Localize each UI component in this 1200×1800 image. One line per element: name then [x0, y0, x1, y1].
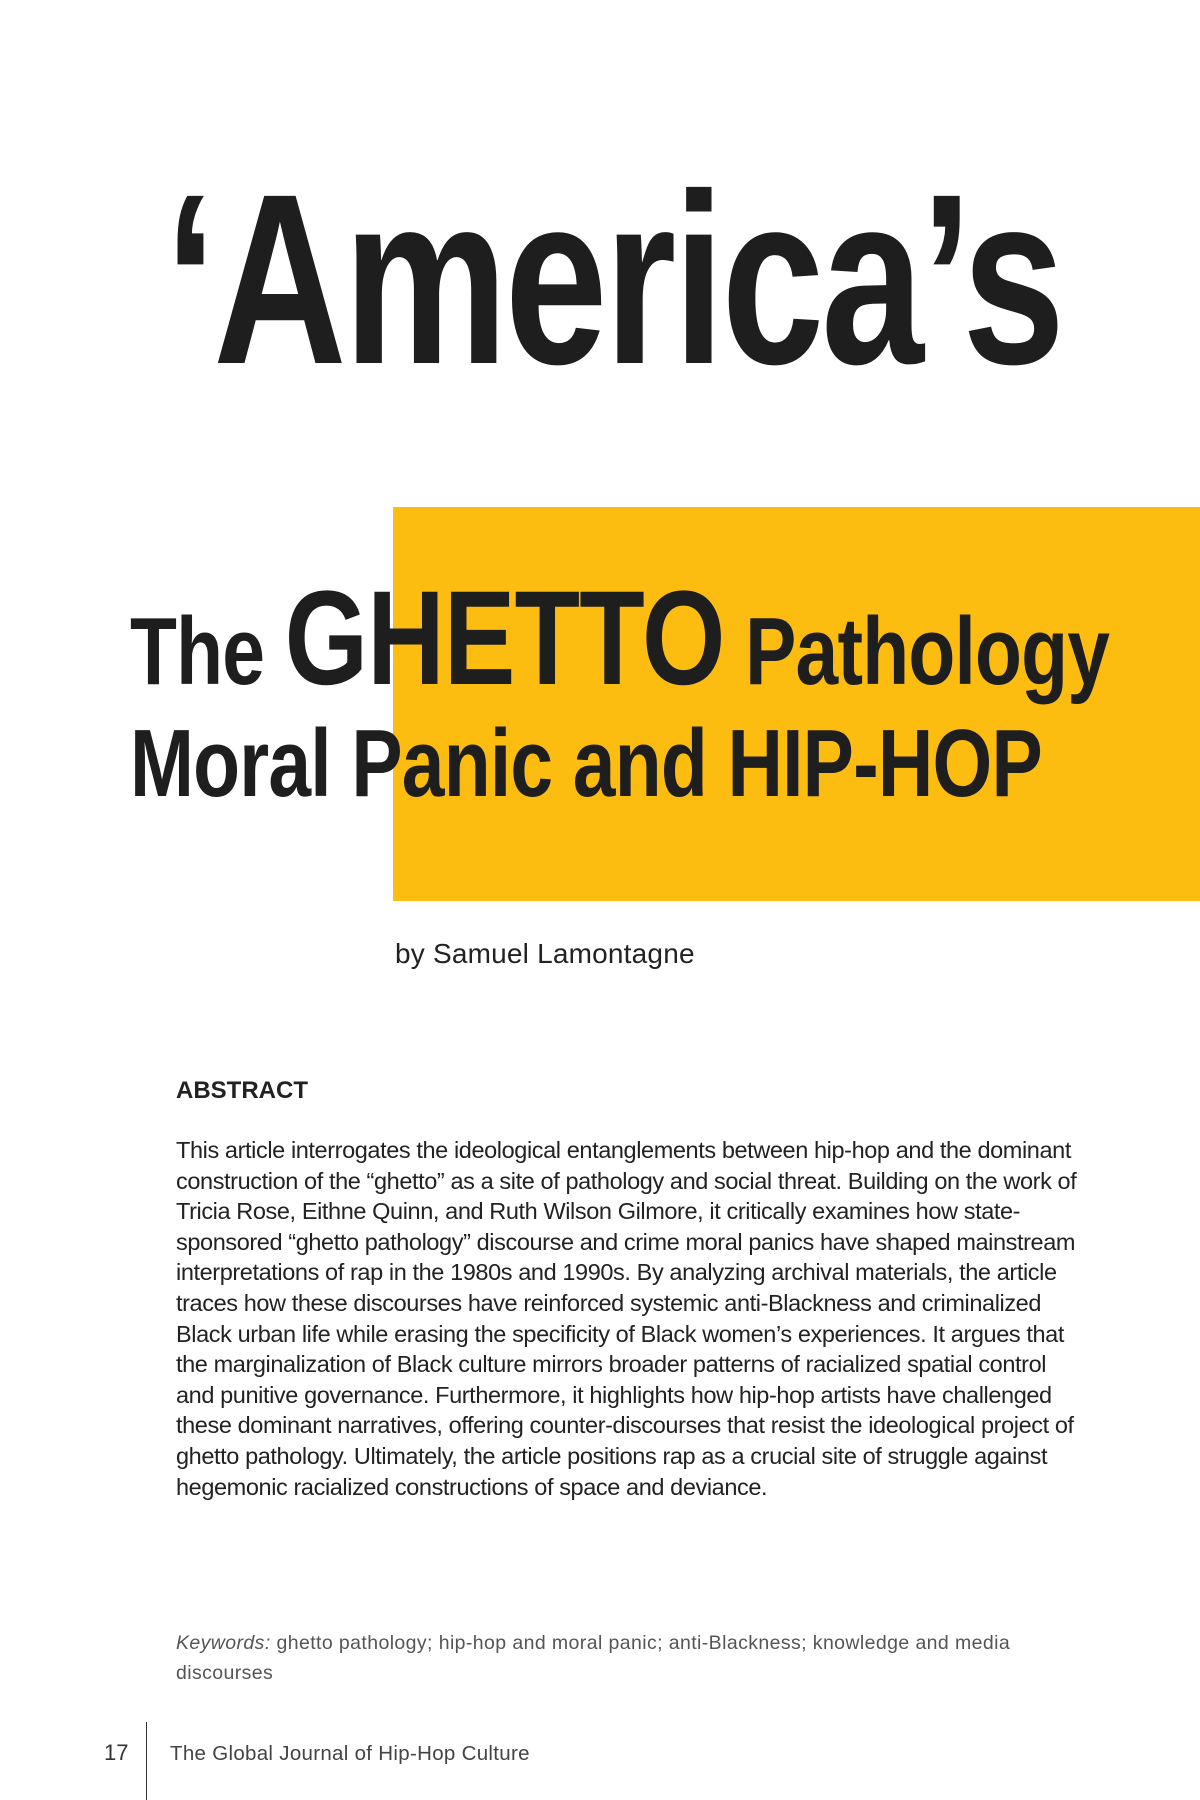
- subtitle-pathology: Pathology: [724, 598, 1110, 705]
- abstract-body: This article interrogates the ideological entanglements between hip-hop and the dominant construction of the “ghetto” as a site of pathology and social threat. Building on the work of Tricia Rose, Eithne Quinn, and Ruth Wilson Gilmore, it critically examines how state-sponsored “ghetto pathology” discourse and crime moral panics have shaped mainstream interpretations of rap in the 1980s and 1990s. By analyzing archival materials, the article traces how these discourses have reinforced systemic anti-Blackness and criminalized Black urban life while erasing the specificity of Black women’s experiences. It argues that the marginalization of Black culture mirrors broader patterns of racialized spatial control and punitive governance. Furthermore, it highlights how hip-hop artists have challenged these dominant narratives, offering counter-discourses that resist the ideological project of ghetto pathology. Ultimately, the article positions rap as a crucial site of struggle against hegemonic racialized constructions of space and deviance.: [176, 1137, 1077, 1500]
- keywords: [176, 1628, 1106, 1688]
- keywords-label: Keywords:: [176, 1632, 271, 1654]
- author-byline: by Samuel Lamontagne: [395, 938, 695, 969]
- keywords-list: ghetto pathology; hip-hop and moral panic; anti-Blackness; knowledge and media discourses: [176, 1632, 1011, 1684]
- article-subtitle: [130, 564, 1110, 820]
- subtitle-the: The: [130, 598, 285, 705]
- article-title: ‘America’s: [165, 144, 1062, 415]
- subtitle-line-1: [130, 564, 1110, 713]
- footer-divider: [146, 1722, 147, 1800]
- journal-name: The Global Journal of Hip-Hop Culture: [170, 1742, 530, 1765]
- abstract-heading: ABSTRACT: [176, 1077, 308, 1104]
- subtitle-line-2: Moral Panic and HIP-HOP: [130, 710, 1042, 817]
- subtitle-ghetto: GHETTO: [284, 564, 725, 713]
- page-number: 17: [104, 1740, 129, 1765]
